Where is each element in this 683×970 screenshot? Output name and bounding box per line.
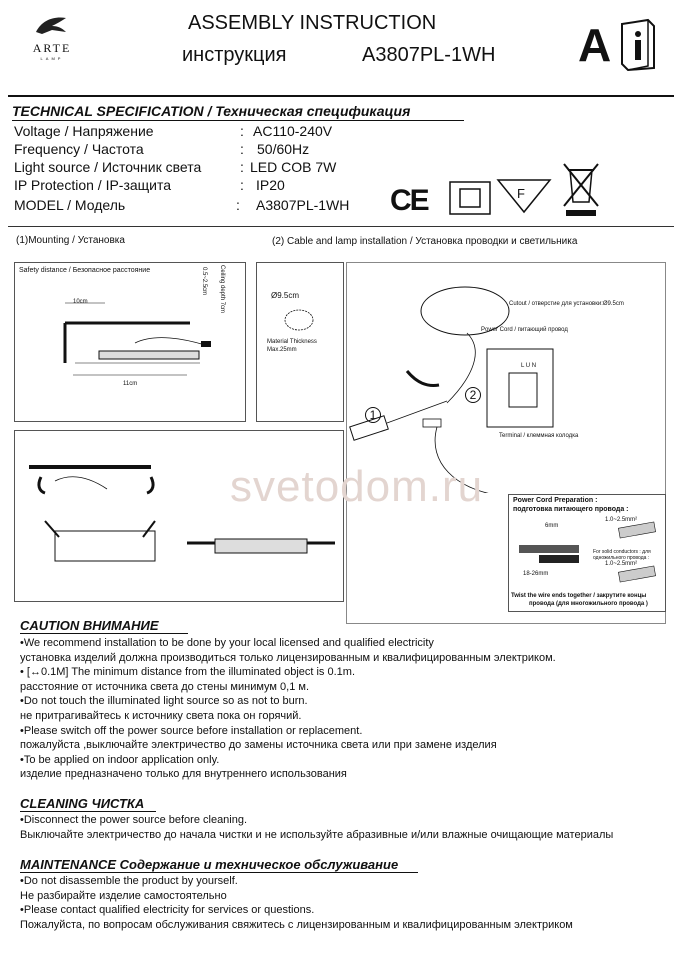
caution-line: установка изделий должна производиться только лицензированным и квалифицированным электриком. — [20, 651, 556, 664]
terminal-lun: L U N — [521, 363, 537, 369]
caution-line: изделие предназначено только для внутреннего использования — [20, 768, 347, 781]
twist-note-1: Twist the wire ends together / закрутите концы — [511, 593, 647, 599]
spec-label: Frequency / Частота — [14, 141, 144, 157]
spec-row — [14, 159, 201, 175]
mounting-label: (1)Mounting / Установка — [16, 235, 125, 246]
dim-10cm: 10cm — [73, 299, 88, 305]
cable-label: (2) Cable and lamp installation / Установка проводки и светильника — [272, 236, 578, 247]
spec-value: AC110-240V — [253, 123, 333, 139]
spec-row — [14, 123, 154, 139]
caution-line: не притрагивайтесь к источнику света пока он горячий. — [20, 709, 302, 722]
wire-prep-drawing — [509, 495, 665, 611]
dim-depth: 0.5~2.5cm — [201, 267, 207, 296]
spec-label: MODEL / Модель — [14, 197, 126, 213]
step-2-badge: 2 — [465, 387, 481, 403]
info-book-icon — [618, 18, 658, 72]
install-steps-box — [14, 430, 344, 602]
caution-line: расстояние от источника света до стены минимум 0,1 м. — [20, 680, 309, 693]
twist-note-2: провода (для многожильного провода ) — [529, 601, 648, 607]
spec-colon: : — [240, 123, 244, 139]
griffin-icon — [32, 14, 72, 36]
weee-bin-icon — [560, 160, 602, 218]
brand-name: ARTE — [32, 41, 72, 55]
caution-line: •Do not touch the illuminated light source so as not to burn. — [20, 695, 308, 708]
spec-label: Voltage / Напряжение — [14, 123, 154, 139]
title-ru: инструкция — [182, 44, 287, 66]
model-title: A3807PL-1WH — [362, 44, 496, 66]
caution-underline — [20, 633, 188, 634]
maintenance-underline — [20, 872, 418, 873]
prep-title: Power Cord Preparation : — [513, 497, 598, 504]
title-en: ASSEMBLY INSTRUCTION — [188, 12, 437, 34]
brand-logo — [22, 14, 82, 61]
cutout-diagram-box — [256, 262, 344, 422]
spec-row — [14, 197, 125, 213]
dim-11cm: 11cm — [123, 381, 138, 387]
material-max: Max.25mm — [267, 347, 297, 353]
spec-colon: : — [240, 177, 244, 193]
spec-title-underline — [12, 120, 464, 121]
cleaning-line: •Disconnect the power source before cleaning. — [20, 814, 248, 826]
spec-row — [14, 177, 171, 193]
dim-6mm: 6mm — [545, 523, 559, 529]
spec-value: 50/60Hz — [257, 141, 310, 157]
caution-heading: CAUTION ВНИМАНИЕ — [20, 618, 159, 633]
class-ii-icon — [448, 180, 492, 216]
maintenance-line: Не разбирайте изделие самостоятельно — [20, 889, 227, 902]
power-cord-label: Power Cord / питающий провод — [481, 327, 568, 333]
caution-line: пожалуйста ,выключайте электричество до замены источника света или при замене изделия — [20, 739, 497, 752]
cleaning-heading: CLEANING ЧИСТКА — [20, 796, 145, 811]
cutout-dia: Ø9.5cm — [271, 291, 300, 300]
cleaning-text — [20, 813, 613, 842]
caution-text — [20, 636, 556, 782]
spec-value: A3807PL-1WH — [256, 197, 350, 213]
caution-line: •We recommend installation to be done by your local licensed and qualified electricity — [20, 637, 434, 649]
caution-line: • [↔0.1M] The minimum distance from the illuminated object is 0.1m. — [20, 666, 356, 679]
cutout-hole-icon — [279, 305, 319, 335]
watermark: svetodom.ru — [230, 462, 484, 511]
maintenance-line: •Do not disassemble the product by yourself. — [20, 875, 238, 887]
header-rule — [8, 95, 674, 97]
prep-subtitle: подготовка питающего провода : — [513, 506, 629, 513]
spec-colon: : — [240, 141, 244, 157]
section-rule — [8, 226, 674, 227]
cable-drawing — [347, 263, 665, 493]
step-1-badge: 1 — [365, 407, 381, 423]
spec-row — [14, 141, 144, 157]
cutout-note: Cutout / отверстие для установки:Ø9.5cm — [509, 301, 624, 307]
letter-a: A — [578, 19, 612, 71]
terminal-label: Terminal / клеммная колодка — [499, 433, 579, 439]
spec-value: LED COB 7W — [250, 159, 337, 175]
maintenance-heading: MAINTENANCE Содержание и техническое обслуживание — [20, 857, 399, 872]
dim-1-2-5-b: 1.0~2.5mm² — [605, 561, 638, 567]
solid-note-2: одножильного провода : — [593, 555, 650, 561]
maintenance-text — [20, 874, 573, 932]
spec-value: IP20 — [256, 177, 285, 193]
spec-label: IP Protection / IP-защита — [14, 177, 172, 193]
solid-note-1: For solid conductors : для — [593, 549, 651, 555]
cleaning-underline — [20, 811, 156, 812]
spec-colon: : — [240, 159, 244, 175]
f-mark-label: F — [517, 186, 525, 201]
spec-title: TECHNICAL SPECIFICATION / Техническая спецификация — [12, 103, 411, 119]
safety-diagram-box — [14, 262, 246, 422]
maintenance-line: Пожалуйста, по вопросам обслуживания свяжитесь с лицензированным и квалифицированным электриком — [20, 918, 573, 931]
caution-line: •Please switch off the power source before installation or replacement. — [20, 724, 363, 737]
material-thickness: Material Thickness — [267, 339, 317, 345]
safety-label: Safety distance / Безопасное расстояние — [19, 267, 151, 274]
dim-1-2-5-a: 1.0~2.5mm² — [605, 517, 638, 523]
caution-line: •To be applied on indoor application only. — [20, 753, 220, 766]
spec-colon: : — [236, 197, 240, 213]
wire-prep-box — [508, 494, 666, 612]
dim-ceiling: Ceiling depth 7cm — [219, 265, 225, 314]
cleaning-line: Выключайте электричество до начала чистки и не используйте абразивные и/или влажные очищающие материалы — [20, 828, 614, 841]
ce-mark: CE — [390, 184, 428, 217]
maintenance-line: •Please contact qualified electricity for services or questions. — [20, 904, 315, 917]
spec-label: Light source / Источник света — [14, 159, 202, 175]
brand-sub: LAMP — [40, 56, 64, 61]
dim-18-26mm: 18-26mm — [523, 571, 549, 577]
safety-drawing — [15, 263, 245, 421]
install-steps-drawing — [15, 431, 343, 601]
